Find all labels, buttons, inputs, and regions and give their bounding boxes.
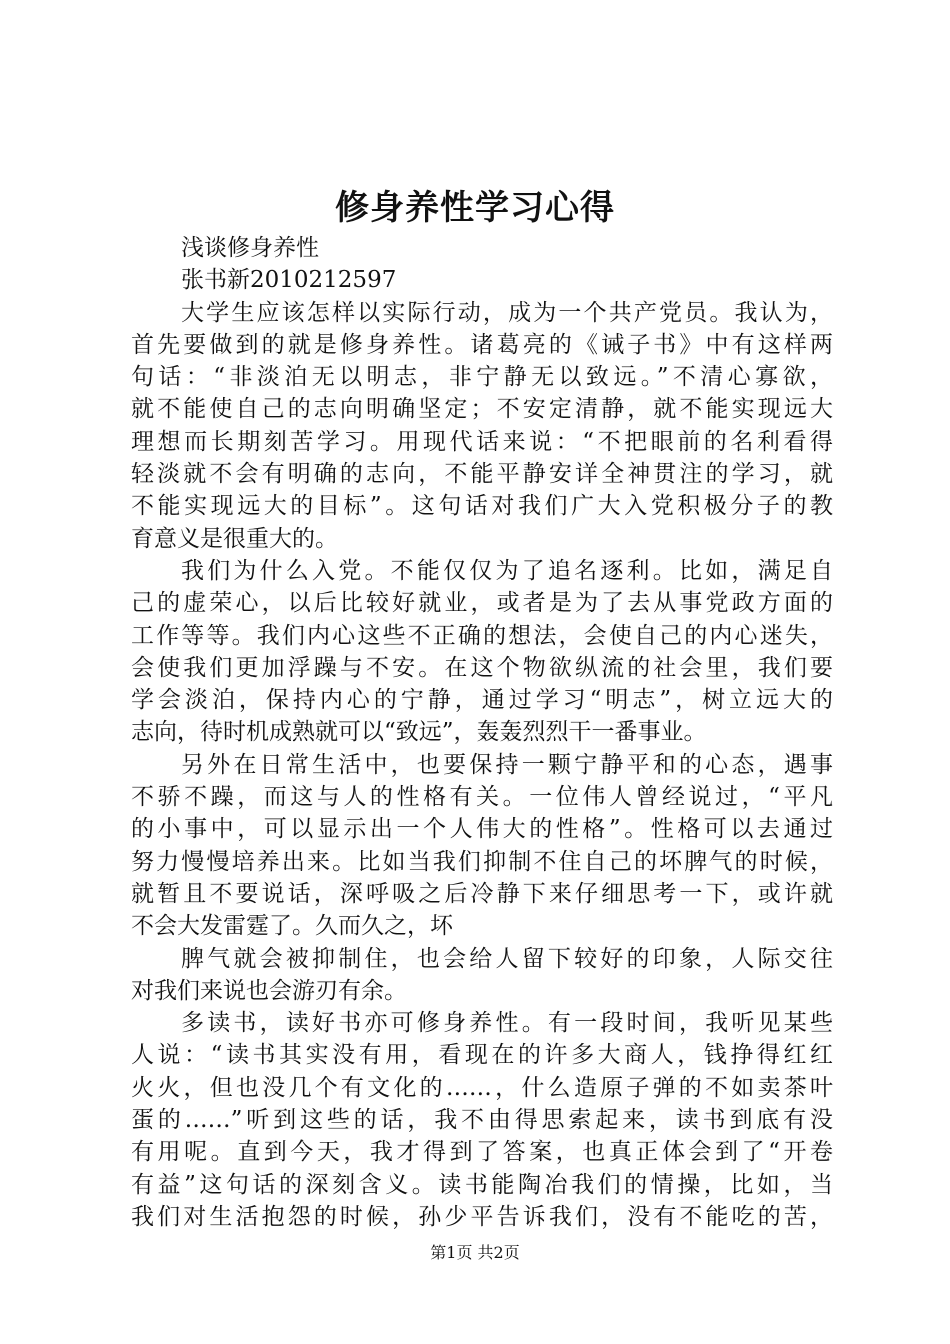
text-line: 轻淡就不会有明确的志向，不能平静安详全神贯注的学习，就 [131, 461, 833, 488]
text-line: 己的虚荣心，以后比较好就业，或者是为了去从事党政方面的 [131, 590, 833, 617]
text-line: 我们为什么入党。不能仅仅为了追名逐利。比如，满足自 [181, 557, 833, 584]
text-line: 志向，待时机成熟就可以“致远”，轰轰烈烈干一番事业。 [131, 719, 707, 746]
text-line: 就不能使自己的志向明确坚定；不安定清静，就不能实现远大 [131, 396, 833, 423]
text-line: 蛋的……”听到这些的话，我不由得思索起来，读书到底有没 [131, 1107, 833, 1134]
text-line: 理想而长期刻苦学习。用现代话来说：“不把眼前的名利看得 [131, 428, 833, 455]
text-line: 努力慢慢培养出来。比如当我们抑制不住自己的坏脾气的时候， [131, 848, 833, 875]
text-line: 人说：“读书其实没有用，看现在的许多大商人，钱挣得红红 [131, 1042, 833, 1069]
text-line: 会使我们更加浮躁与不安。在这个物欲纵流的社会里，我们要 [131, 654, 833, 681]
text-line: 工作等等。我们内心这些不正确的想法，会使自己的内心迷失， [131, 622, 833, 649]
text-line: 首先要做到的就是修身养性。诸葛亮的《诫子书》中有这样两 [131, 331, 833, 358]
page-footer: 第1页 共2页 [430, 1243, 520, 1262]
text-line: 对我们来说也会游刃有余。 [131, 977, 407, 1004]
document-body [131, 232, 833, 1233]
text-line: 另外在日常生活中，也要保持一颗宁静平和的心态，遇事 [181, 751, 833, 778]
text-line: 有益”这句话的深刻含义。读书能陶冶我们的情操，比如，当 [131, 1171, 833, 1198]
text-line: 大学生应该怎样以实际行动，成为一个共产党员。我认为， [181, 299, 833, 326]
document-title: 修身养性学习心得 [335, 188, 615, 228]
text-line: 学会淡泊，保持内心的宁静，通过学习“明志”，树立远大的 [131, 687, 833, 714]
text-line: 有用呢。直到今天，我才得到了答案，也真正体会到了“开卷 [131, 1139, 833, 1166]
text-line: 浅谈修身养性 [181, 235, 319, 261]
text-line: 火火，但也没几个有文化的……，什么造原子弹的不如卖茶叶 [131, 1074, 833, 1101]
text-line: 不会大发雷霆了。久而久之，坏 [131, 913, 453, 940]
text-line: 多读书，读好书亦可修身养性。有一段时间，我听见某些 [181, 1010, 833, 1037]
text-line: 张书新2010212597 [181, 267, 397, 294]
text-line: 我们对生活抱怨的时候，孙少平告诉我们，没有不能吃的苦， [131, 1203, 833, 1230]
text-line: 句话：“非淡泊无以明志，非宁静无以致远。”不清心寡欲， [131, 364, 833, 391]
text-line: 育意义是很重大的。 [131, 525, 338, 552]
text-line: 就暂且不要说话，深呼吸之后冷静下来仔细思考一下，或许就 [131, 880, 833, 907]
text-line: 的小事中，可以显示出一个人伟大的性格”。性格可以去通过 [131, 816, 833, 843]
text-line: 脾气就会被抑制住，也会给人留下较好的印象，人际交往 [181, 945, 833, 972]
text-line: 不能实现远大的目标”。这句话对我们广大入党积极分子的教 [131, 493, 833, 520]
text-line: 不骄不躁，而这与人的性格有关。一位伟人曾经说过，“平凡 [131, 784, 833, 811]
